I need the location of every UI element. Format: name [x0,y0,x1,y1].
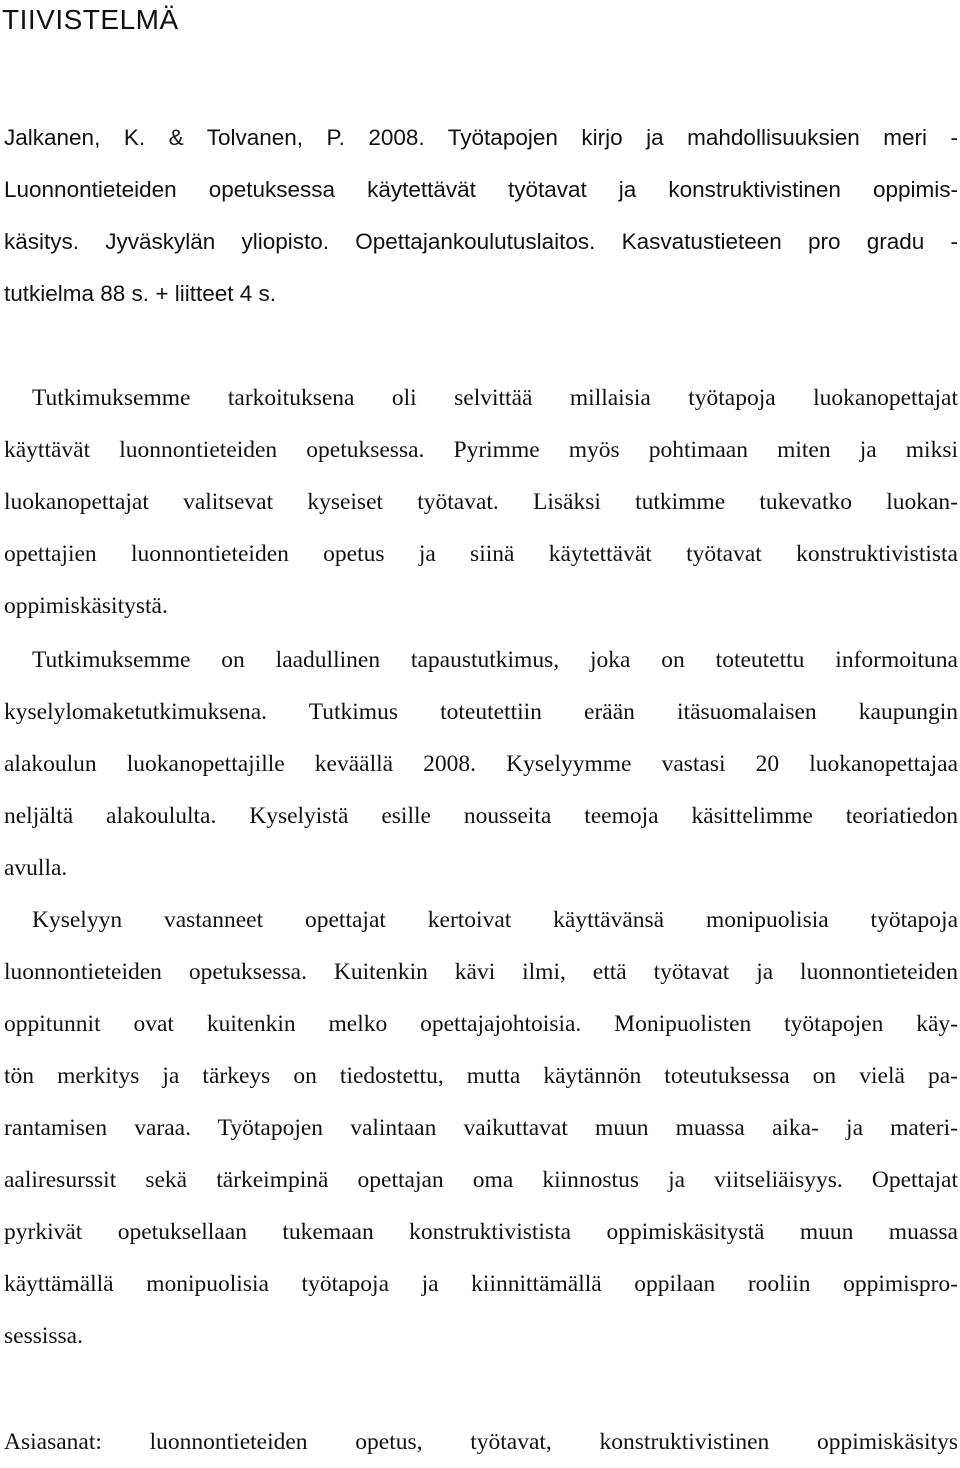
citation-line: käsitys. Jyväskylän yliopisto. Opettajankoulutuslaitos. Kasvatustieteen pro gradu - [4,229,958,254]
paragraph-line: kyselylomaketutkimuksena. Tutkimus toteutettiin erään itäsuomalaisen kaupungin [4,699,958,725]
paragraph-line: rantamisen varaa. Työtapojen valintaan vaikuttavat muun muassa aika- ja materi- [4,1115,958,1141]
paragraph-line: käyttämällä monipuolisia työtapoja ja kiinnittämällä oppilaan rooliin oppimispro- [4,1271,958,1297]
citation-line: tutkielma 88 s. + liitteet 4 s. [4,281,276,306]
keywords-line: Asiasanat: luonnontieteiden opetus, työtavat, konstruktivistinen oppimiskäsitys [4,1429,958,1455]
paragraph-line: avulla. [4,855,68,881]
citation-line: Jalkanen, K. & Tolvanen, P. 2008. Työtapojen kirjo ja mahdollisuuksien meri - [4,125,958,150]
abstract-paragraph-results [4,894,958,1362]
paragraph-line: käyttävät luonnontieteiden opetuksessa. Pyrimme myös pohtimaan miten ja miksi [4,437,958,463]
page-title: TIIVISTELMÄ [2,4,179,35]
paragraph-line: opettajien luonnontieteiden opetus ja siinä käytettävät työtavat konstruktivistista [4,541,958,567]
paragraph-line: tön merkitys ja tärkeys on tiedostettu, mutta käytännön toteutuksessa on vielä pa- [4,1063,958,1089]
paragraph-line: oppimiskäsitystä. [4,593,168,619]
citation-line: Luonnontieteiden opetuksessa käytettävät työtavat ja konstruktivistinen oppimis- [4,177,958,202]
paragraph-line: neljältä alakoululta. Kyselyistä esille nousseita teemoja käsittelimme teoriatiedon [4,803,958,829]
paragraph-line: luokanopettajat valitsevat kyseiset työtavat. Lisäksi tutkimme tukevatko luokan- [4,489,958,515]
paragraph-line: luonnontieteiden opetuksessa. Kuitenkin kävi ilmi, että työtavat ja luonnontieteiden [4,959,958,985]
abstract-paragraph-aim [4,372,958,632]
citation-block [4,112,958,320]
paragraph-line: pyrkivät opetuksellaan tukemaan konstruktivistista oppimiskäsitystä muun muassa [4,1219,958,1245]
paragraph-line: Tutkimuksemme tarkoituksena oli selvittää millaisia työtapoja luokanopettajat [32,385,958,411]
paragraph-line: Kyselyyn vastanneet opettajat kertoivat käyttävänsä monipuolisia työtapoja [32,907,958,933]
paragraph-line: oppitunnit ovat kuitenkin melko opettajajohtoisia. Monipuolisten työtapojen käy- [4,1011,958,1037]
paragraph-line: alakoulun luokanopettajille keväällä 2008. Kyselyymme vastasi 20 luokanopettajaa [4,751,958,777]
paragraph-line: sessissa. [4,1323,83,1349]
paragraph-line: Tutkimuksemme on laadullinen tapaustutkimus, joka on toteutettu informoituna [32,647,958,673]
paragraph-line: aaliresurssit sekä tärkeimpinä opettajan oma kiinnostus ja viitseliäisyys. Opettajat [4,1167,958,1193]
abstract-paragraph-method [4,634,958,894]
